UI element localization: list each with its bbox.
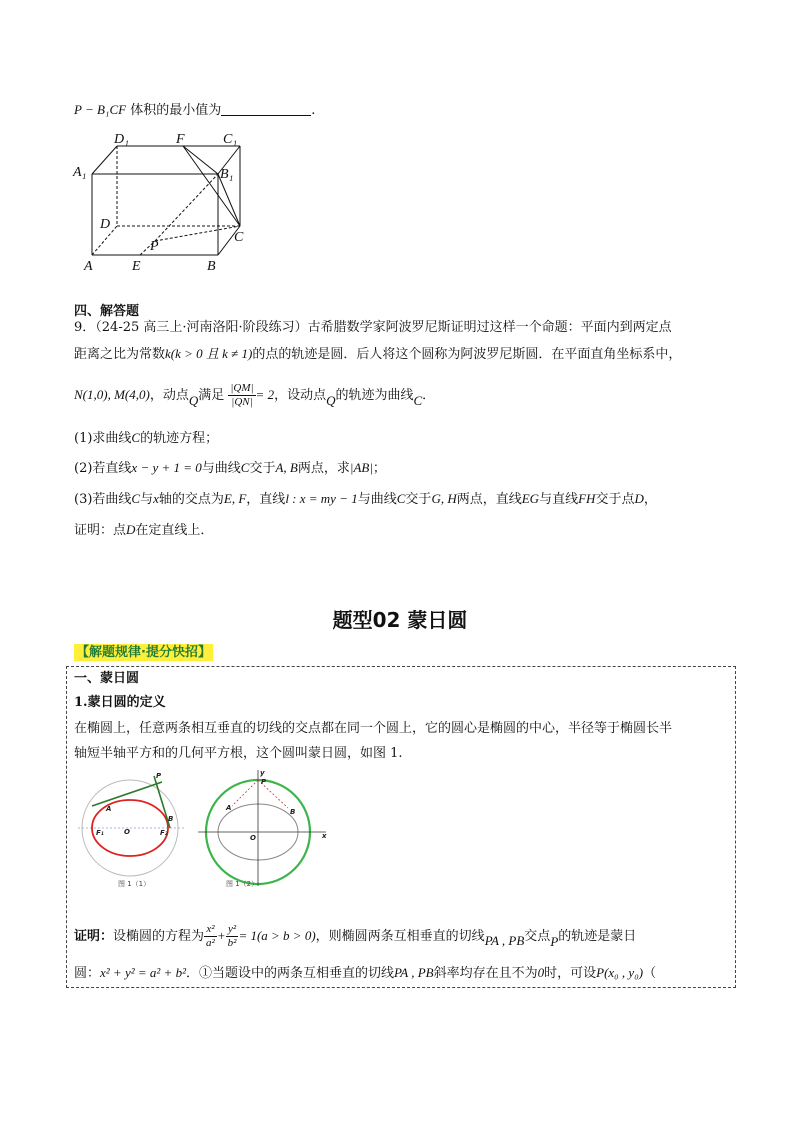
ellipse-frac-x xyxy=(204,923,217,950)
box-heading-2: 1.蒙日圆的定义 xyxy=(74,695,166,710)
fraction-numerator: |QM| xyxy=(230,382,254,394)
q9-p2-curve-c: C xyxy=(240,460,250,475)
fig1-label-f1: F₁ xyxy=(96,829,104,837)
fig1-label-f2: F₂ xyxy=(160,829,168,837)
proof-line1: 证明：设椭圆的方程为 $\frac{\text{x²}}{\text{a²}}$ + $\frac{\text{y²}}{\text{b²}}$ = 1(a > b > 0)，则椭圆两条互相垂直的切线PA , PB交点P的轨迹是蒙日 xyxy=(74,923,637,949)
proof2-text-e: （ xyxy=(643,966,657,981)
q9-part1 xyxy=(74,428,218,449)
proof1-point-p: P xyxy=(550,934,559,949)
fig2-label-b: B xyxy=(290,808,296,816)
label-d1: D₁ xyxy=(114,132,129,147)
frac-x-num: x² xyxy=(204,923,217,937)
q9-p1-curve-c: C xyxy=(131,430,141,445)
label-d: D xyxy=(100,217,111,232)
q9-p1-text-a: (1)求曲线 xyxy=(74,431,132,446)
q9-point-q: Q xyxy=(188,393,199,408)
q9-constant-k: k(k > 0 且 k ≠ 1) xyxy=(165,346,253,361)
q9-p3-fh: FH xyxy=(578,491,596,506)
fig2-label-o: O xyxy=(250,834,256,842)
q9-p3-text-i: 交于点 xyxy=(595,492,635,507)
label-c: C xyxy=(234,230,244,245)
q9-p3-d-2: D xyxy=(126,522,136,537)
proof2-pa-pb: PA , PB xyxy=(393,965,434,980)
q9-line2 xyxy=(74,344,681,365)
frac-y-den: b² xyxy=(227,937,237,949)
q9-p3-text-h: 与直线 xyxy=(539,492,579,507)
section-heading: 四、解答题 xyxy=(74,304,140,319)
fraction-equals: = 2 xyxy=(255,387,275,402)
q9-points-nm: N(1,0), M(4,0) xyxy=(74,387,150,402)
proof2-point-p: P(x₀ , y₀) xyxy=(596,965,644,980)
fig2-label-x: x xyxy=(322,832,327,840)
q9-p3-text-g: 两点，直线 xyxy=(456,492,522,507)
q9-p2-line-eq: x − y + 1 = 0 xyxy=(131,460,202,475)
q9-ratio-fraction xyxy=(228,382,255,409)
tips-tag-label: 【解题规律·提分快招】 xyxy=(76,645,211,660)
definition-line2: 轴短半轴平方和的几何平方根，这个圆叫蒙日圆，如图 1. xyxy=(74,746,403,761)
q8-end: . xyxy=(311,103,316,118)
q9-p2-text-a: (2)若直线 xyxy=(74,461,132,476)
q9-p3-line-l: l : x = my − 1 xyxy=(285,491,358,506)
q9-p3-d: D xyxy=(634,491,644,506)
tangent-line-1 xyxy=(92,782,162,806)
q8-tail xyxy=(74,100,315,121)
q9-p3-text-b: 与 xyxy=(140,492,154,507)
q9-line2-text-b: 的点的轨迹是圆．后人将这个圆称为阿波罗尼斯圆．在平面直角坐标系中， xyxy=(252,347,682,362)
q9-line3-text-e: ． xyxy=(422,388,436,403)
q9-p3-x: x xyxy=(153,491,159,506)
q9-line3 xyxy=(74,378,435,413)
q9-line3-text-a: ，动点 xyxy=(149,388,189,403)
fig2-label-a: A xyxy=(226,804,232,812)
figure-1-2-caption: 图 1（2） xyxy=(226,880,259,888)
proof1-text-c: 交点 xyxy=(524,929,551,944)
q9-p3-text-j: ， xyxy=(643,492,657,507)
edge-fc xyxy=(183,146,240,226)
ellipse-condition: = 1(a > b > 0) xyxy=(238,928,316,943)
q9-p2-ab: |AB| xyxy=(349,460,373,475)
proof2-text-c: 斜率均存在且不为 xyxy=(433,966,538,981)
fig2-label-p: P xyxy=(261,778,267,786)
q9-p3-text-l: 在定直线上． xyxy=(135,523,214,538)
q9-line2-text-a: 距离之比为常数 xyxy=(74,347,166,362)
q9-part2 xyxy=(74,458,386,479)
fig1-label-o: O xyxy=(124,828,130,836)
q9-p3-text-e: 与曲线 xyxy=(357,492,397,507)
q9-p2-text-d: 两点，求 xyxy=(297,461,350,476)
q9-p2-points: A, B xyxy=(275,460,298,475)
ellipse-frac-y xyxy=(226,923,239,950)
frac-x-den: a² xyxy=(206,937,215,949)
q8-text: 体积的最小值为 xyxy=(130,103,222,118)
q9-p2-text-b: 与曲线 xyxy=(201,461,241,476)
tips-tag xyxy=(74,641,213,660)
definition-line1: 在椭圆上，任意两条相互垂直的切线的交点都在同一个圆上，它的圆心是椭圆的中心，半径等于椭圆长半 xyxy=(74,721,673,736)
proof2-text-d: 时，可设 xyxy=(544,966,597,981)
q8-expression: P − B₁CF xyxy=(74,102,127,117)
q9-p3-text-f: 交于 xyxy=(405,492,432,507)
label-b: B xyxy=(207,259,216,274)
cube-figure xyxy=(70,128,270,276)
hidden-edge-pc xyxy=(155,226,240,241)
proof1-text-b: ，则椭圆两条互相垂直的切线 xyxy=(315,929,485,944)
figure-1-1 xyxy=(78,768,188,890)
q9-line3-text-b: 满足 xyxy=(198,388,225,403)
proof1-pa-pb: PA , PB xyxy=(484,933,525,948)
frac-y-num: y² xyxy=(226,923,239,937)
fraction-denominator: |QN| xyxy=(231,396,253,408)
q9-p3-text-d: ，直线 xyxy=(246,492,286,507)
q9-p3-curve-c-2: C xyxy=(396,491,406,506)
q9-p1-text-b: 的轨迹方程； xyxy=(140,431,219,446)
q9-p3-text-c: 轴的交点为 xyxy=(158,492,224,507)
box-heading-1: 一、蒙日圆 xyxy=(74,671,140,686)
q9-p3-text-a: (3)若曲线 xyxy=(74,492,132,507)
hidden-edge-pb1 xyxy=(155,174,218,241)
proof-label: 证明： xyxy=(74,929,114,944)
q9-curve-c: C xyxy=(413,393,423,408)
proof2-text-b: ．①当题设中的两条互相垂直的切线 xyxy=(185,966,394,981)
q9-p2-text-c: 交于 xyxy=(249,461,276,476)
monge-circle-equation: x² + y² = a² + b² xyxy=(100,965,186,980)
label-f: F xyxy=(176,132,185,147)
q9-line3-text-c: ，设动点 xyxy=(274,388,327,403)
label-b1: B₁ xyxy=(220,167,234,182)
q9-p3-text-k: 证明：点 xyxy=(74,523,127,538)
q9-part3-line2 xyxy=(74,520,213,541)
proof2-zero: 0 xyxy=(537,965,545,980)
fig2-label-y: y xyxy=(260,769,265,777)
label-a: A xyxy=(84,259,93,274)
answer-blank xyxy=(221,101,311,116)
fig1-label-a: A xyxy=(106,805,112,813)
label-e: E xyxy=(132,259,141,274)
proof2-text-a: 圆： xyxy=(74,966,101,981)
label-c1: C₁ xyxy=(223,132,238,147)
q9-p3-eg: EG xyxy=(521,491,540,506)
proof1-text-d: 的轨迹是蒙日 xyxy=(558,929,637,944)
q9-point-q-2: Q xyxy=(326,393,336,408)
fig1-label-b: B xyxy=(168,815,174,823)
q9-p3-gh: G, H xyxy=(431,491,457,506)
edge-a1d1 xyxy=(92,146,117,174)
q9-p3-curve-c: C xyxy=(131,491,141,506)
q9-line1: 9．（24-25 高三上·河南洛阳·阶段练习）古希腊数学家阿波罗尼斯证明过这样一个命题：平面内到两定点 xyxy=(74,320,672,335)
figure-1-2 xyxy=(198,768,334,890)
fig1-label-p: P xyxy=(156,772,162,780)
proof1-text-a: 设椭圆的方程为 xyxy=(113,929,205,944)
q9-p2-text-e: ； xyxy=(372,461,386,476)
q9-line3-text-d: 的轨迹为曲线 xyxy=(335,388,414,403)
label-a1: A₁ xyxy=(73,165,87,180)
proof-line2 xyxy=(74,963,656,984)
q9-part3-line1 xyxy=(74,489,657,510)
q9-p3-ef: E, F xyxy=(223,491,247,506)
section-title: 题型02 蒙日圆 xyxy=(332,608,468,632)
figure-1-1-caption: 图 1（1） xyxy=(118,880,151,888)
label-p: P xyxy=(150,239,159,254)
